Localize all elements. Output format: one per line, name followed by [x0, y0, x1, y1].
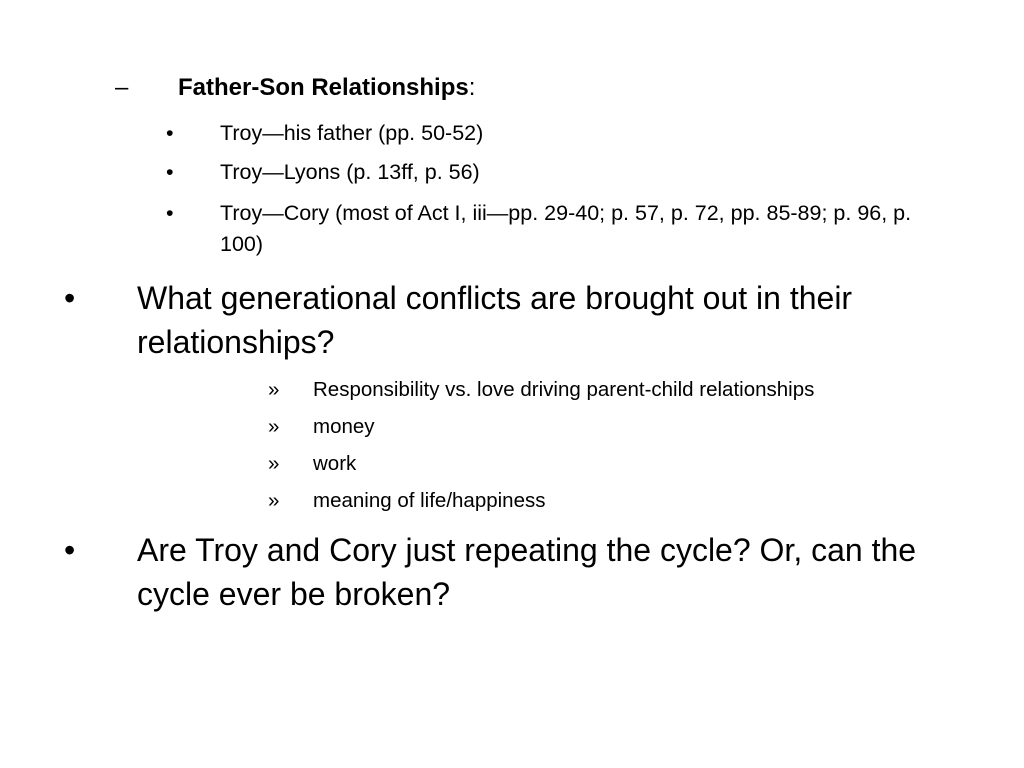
sub-item-troy-cory	[166, 198, 940, 260]
raquo-marker: »	[268, 489, 280, 512]
raquo-marker: »	[268, 452, 280, 475]
sub-item-text: Troy—Lyons (p. 13ff, p. 56)	[220, 160, 480, 184]
question-text: Are Troy and Cory just repeating the cycle? Or, can the cycle ever be broken?	[137, 532, 917, 612]
raquo-marker: »	[268, 415, 280, 438]
bullet-marker: •	[64, 280, 76, 316]
bullet-marker: •	[64, 532, 76, 568]
question-repeating-cycle	[64, 528, 957, 616]
answer-text: Responsibility vs. love driving parent-child relationships	[313, 378, 815, 401]
sub-item-text: Troy—Cory (most of Act I, iii—pp. 29-40; p. 57, p. 72, pp. 85-89; p. 96, p. 100)	[220, 201, 912, 256]
answer-text: work	[313, 452, 357, 475]
question-generational-conflicts	[64, 276, 957, 364]
heading-title: Father-Son Relationships	[178, 74, 469, 101]
answer-text: meaning of life/happiness	[313, 489, 546, 512]
raquo-marker: »	[268, 378, 280, 401]
question-text: What generational conflicts are brought out in their relationships?	[137, 280, 853, 360]
answer-money	[268, 414, 1003, 440]
sub-item-text: Troy—his father (pp. 50-52)	[220, 121, 484, 145]
heading-text	[178, 72, 475, 104]
answer-text: money	[313, 415, 375, 438]
sub-item-troy-father	[166, 118, 940, 149]
answer-meaning-of-life	[268, 488, 1003, 514]
bullet-marker: •	[166, 121, 174, 145]
heading-father-son	[115, 72, 475, 104]
sub-item-troy-lyons	[166, 157, 940, 188]
answer-responsibility	[268, 377, 1003, 403]
heading-suffix: :	[468, 74, 476, 101]
bullet-marker: •	[166, 160, 174, 184]
dash-marker: –	[115, 74, 129, 101]
bullet-marker: •	[166, 201, 174, 225]
answer-work	[268, 451, 1003, 477]
